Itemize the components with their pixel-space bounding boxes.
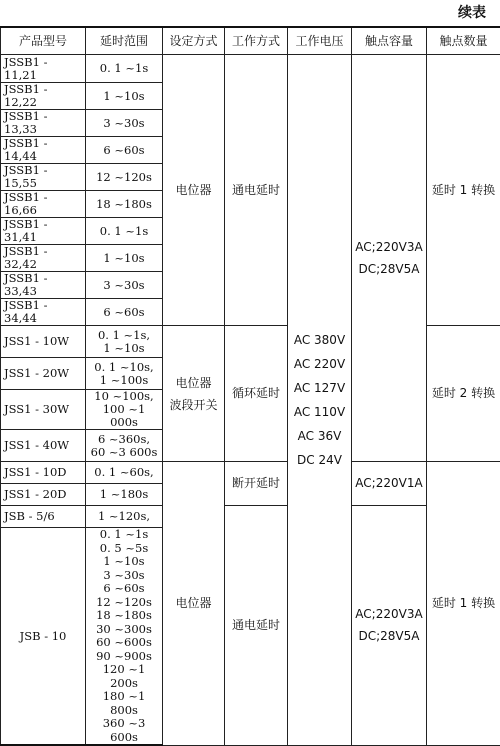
model-cell: JSS1 - 10D <box>1 462 86 484</box>
setting-cell-3: 电位器 <box>163 462 225 746</box>
model-cell: JSS1 - 10W <box>1 326 86 358</box>
setting-cell-1: 电位器 <box>163 55 225 326</box>
model-cell: JSSB1 - 32,42 <box>1 245 86 272</box>
model-cell: JSSB1 - 14,44 <box>1 137 86 164</box>
contacts-cell-2: 延时 2 转换 <box>427 326 500 462</box>
model-cell: JSSB1 - 11,21 <box>1 55 86 83</box>
range-cell: 1 ~10s <box>86 245 163 272</box>
header-contacts: 触点数量 <box>427 27 500 55</box>
model-cell: JSSB1 - 16,66 <box>1 191 86 218</box>
model-cell: JSSB1 - 34,44 <box>1 299 86 326</box>
contacts-cell-3: 延时 1 转换 <box>427 462 500 746</box>
range-cell: 18 ~180s <box>86 191 163 218</box>
model-cell: JSS1 - 20D <box>1 484 86 506</box>
range-cell: 0. 1 ~1s <box>86 55 163 83</box>
model-cell: JSSB1 - 15,55 <box>1 164 86 191</box>
work-mode-cell-1: 通电延时 <box>225 55 288 326</box>
table-row <box>1 55 500 83</box>
model-cell: JSSB1 - 13,33 <box>1 110 86 137</box>
range-cell: 10 ~100s, 100 ~1 000s <box>86 390 163 430</box>
range-cell: 6 ~60s <box>86 299 163 326</box>
range-cell: 1 ~10s <box>86 83 163 110</box>
range-cell: 1 ~120s, <box>86 506 163 528</box>
model-cell: JSS1 - 20W <box>1 358 86 390</box>
model-cell: JSSB1 - 33,43 <box>1 272 86 299</box>
range-cell: 12 ~120s <box>86 164 163 191</box>
range-cell: 0. 1 ~1s, 1 ~10s <box>86 326 163 358</box>
header-voltage: 工作电压 <box>288 27 352 55</box>
model-cell: JSB - 10 <box>1 528 86 746</box>
header-setting: 设定方式 <box>163 27 225 55</box>
capacity-cell-1: AC;220V3A DC;28V5A <box>352 55 427 462</box>
capacity-cell-3: AC;220V3A DC;28V5A <box>352 506 427 746</box>
range-cell: 1 ~180s <box>86 484 163 506</box>
range-cell: 3 ~30s <box>86 110 163 137</box>
header-work-mode: 工作方式 <box>225 27 288 55</box>
range-cell: 0. 1 ~10s, 1 ~100s <box>86 358 163 390</box>
setting-cell-2: 电位器 波段开关 <box>163 326 225 462</box>
range-cell: 0. 1 ~1s 0. 5 ~5s 1 ~10s 3 ~30s 6 ~60s 12 ~120s 18 ~180s 30 ~300s 60 ~600s 90 ~900s 120 ~1 200s 180 ~1 800s 360 ~3 600s <box>86 528 163 746</box>
header-range: 延时范围 <box>86 27 163 55</box>
work-mode-cell-3: 断开延时 <box>225 462 288 506</box>
header-capacity: 触点容量 <box>352 27 427 55</box>
model-cell: JSS1 - 30W <box>1 390 86 430</box>
range-cell: 0. 1 ~60s, <box>86 462 163 484</box>
voltage-cell: AC 380V AC 220V AC 127V AC 110V AC 36V DC 24V <box>288 55 352 746</box>
relay-spec-table <box>0 26 500 746</box>
header-row <box>1 27 500 55</box>
capacity-cell-2: AC;220V1A <box>352 462 427 506</box>
table-row <box>1 462 500 484</box>
model-cell: JSB - 5/6 <box>1 506 86 528</box>
work-mode-cell-4: 通电延时 <box>225 506 288 746</box>
work-mode-cell-2: 循环延时 <box>225 326 288 462</box>
continued-caption: 续表 <box>458 2 486 22</box>
table-row <box>1 506 500 528</box>
range-cell: 3 ~30s <box>86 272 163 299</box>
range-cell: 0. 1 ~1s <box>86 218 163 245</box>
range-cell: 6 ~60s <box>86 137 163 164</box>
model-cell: JSSB1 - 12,22 <box>1 83 86 110</box>
range-cell: 6 ~360s, 60 ~3 600s <box>86 430 163 462</box>
model-cell: JSS1 - 40W <box>1 430 86 462</box>
model-cell: JSSB1 - 31,41 <box>1 218 86 245</box>
contacts-cell-1: 延时 1 转换 <box>427 55 500 326</box>
header-model: 产品型号 <box>1 27 86 55</box>
